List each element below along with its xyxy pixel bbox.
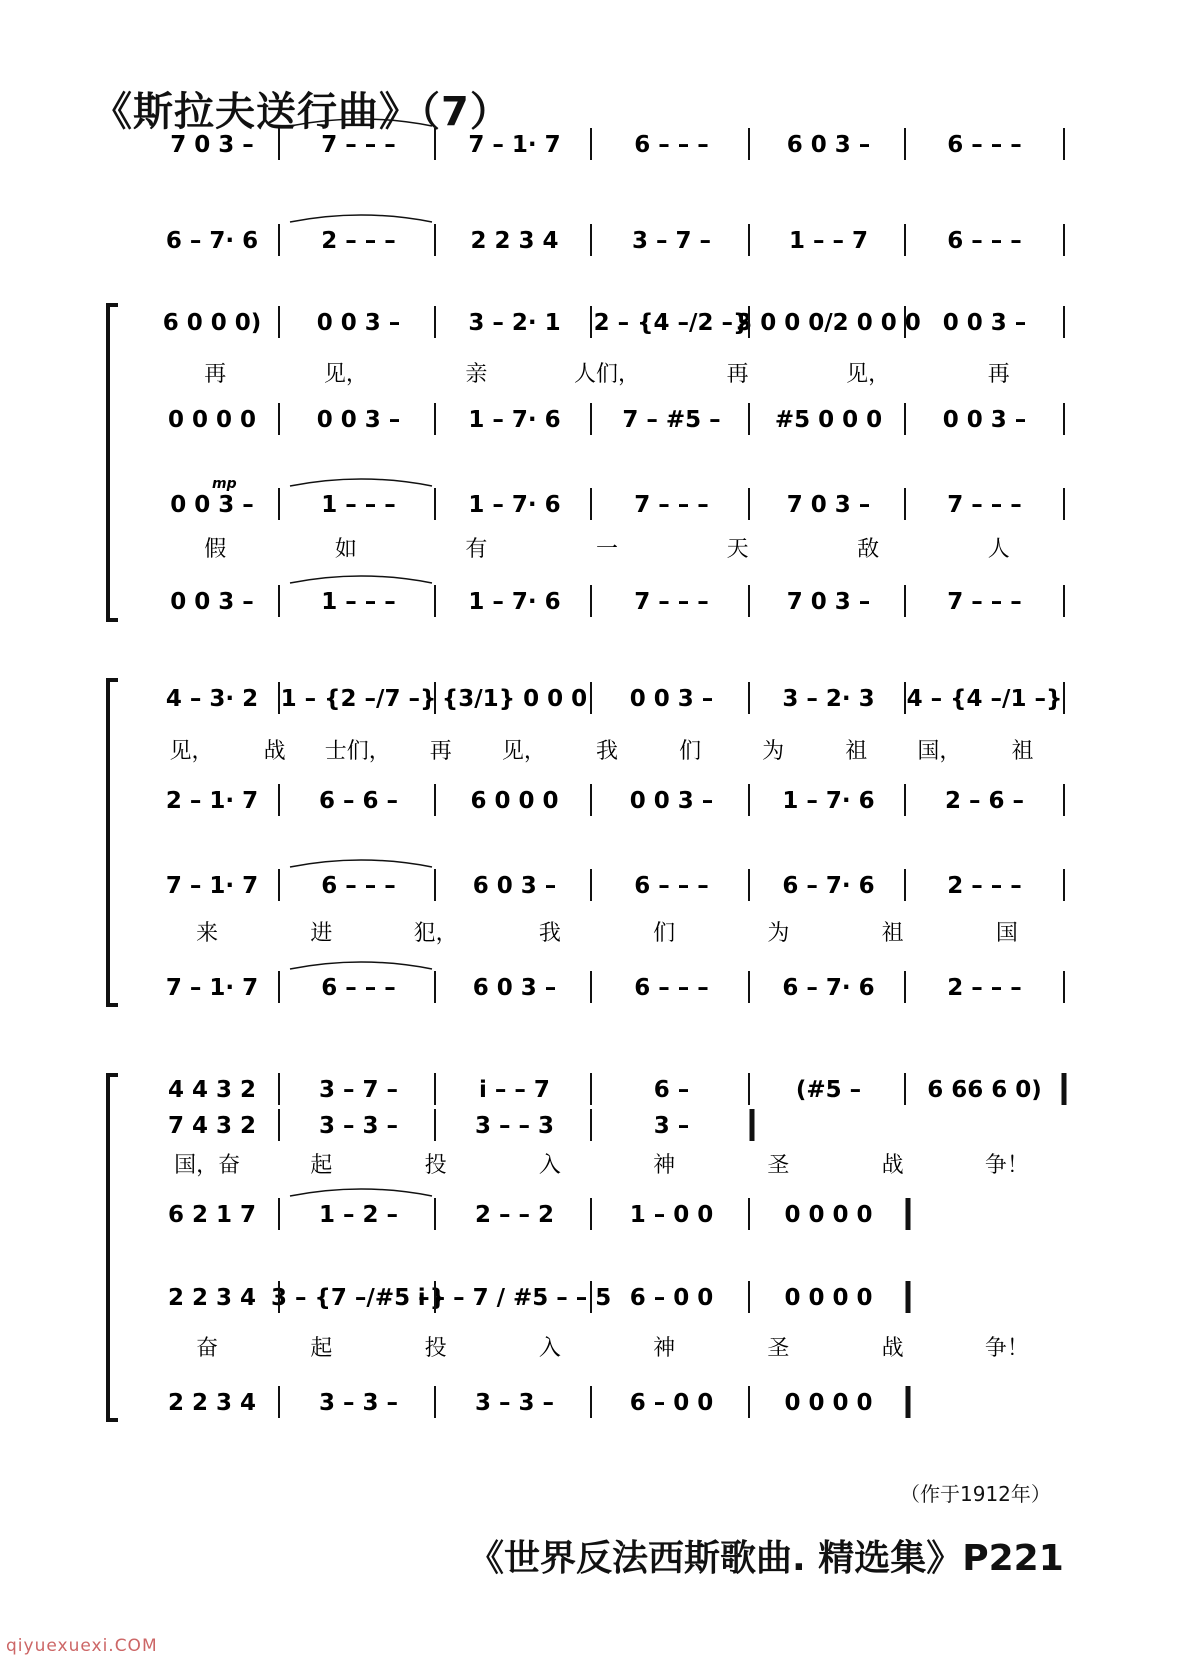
- measure: 2 2 3 4: [167, 1285, 257, 1311]
- measure: 7 0 3 –: [786, 492, 871, 518]
- lyric-word: 战: [881, 1336, 904, 1361]
- measure: 1 – 2 –: [318, 1202, 399, 1228]
- measure: 6 – – –: [634, 132, 709, 158]
- measure: 2 – 1· 7: [165, 788, 259, 814]
- lyric-word: 人们，: [573, 362, 641, 387]
- measure: 1 – 7· 6: [468, 407, 561, 433]
- measure: {3/1} 0 0 0: [441, 686, 588, 712]
- lyric-word: 神: [653, 1153, 676, 1178]
- measure: 3 – – 3: [474, 1113, 555, 1139]
- measure: 3 – {7 –/#5 –}: [271, 1285, 446, 1311]
- measure: 6 –: [653, 1077, 690, 1103]
- page-title: 《斯拉夫送行曲》（7）: [92, 89, 511, 135]
- measure: 6 – 6 –: [318, 788, 399, 814]
- measure: 6 66 6 0): [927, 1077, 1042, 1103]
- lyric-word: 进: [310, 921, 333, 946]
- measure: 2 – – –: [947, 873, 1022, 899]
- dynamics-mark: mp: [212, 476, 237, 492]
- measure: 1 – 0 0: [629, 1202, 714, 1228]
- measure: 7 – 1· 7: [468, 132, 561, 158]
- measure: 6 0 3 –: [786, 132, 871, 158]
- slur: [290, 215, 432, 222]
- lyric-word: 敌: [857, 537, 880, 562]
- lyric-word: 入: [538, 1336, 561, 1361]
- lyric-word: 见，: [501, 739, 546, 764]
- lyric-word: 国: [995, 921, 1018, 946]
- measure: i – – 7 / #5 – – 5: [417, 1285, 612, 1311]
- measure: 6 0 0 0): [162, 310, 262, 336]
- lyric-word: 祖: [845, 739, 868, 764]
- measure: 0 0 0 0: [784, 1285, 873, 1311]
- measure: 0 0 3 –: [170, 492, 254, 518]
- measure: 0 0 3 –: [942, 310, 1027, 336]
- lyric-word: 祖: [1011, 739, 1034, 764]
- measure: 3 – 7 –: [318, 1077, 399, 1103]
- lyric-word: 祖: [881, 921, 904, 946]
- measure: 6 – – –: [321, 975, 396, 1001]
- measure: 6 0 0 0: [470, 788, 559, 814]
- measure: 4 4 3 2: [167, 1077, 257, 1103]
- measure: 1 – – –: [321, 492, 396, 518]
- measure: 6 – – –: [634, 975, 709, 1001]
- measure: 6 0 3 –: [472, 873, 557, 899]
- lyric-word: 起: [310, 1336, 333, 1361]
- measure: 3 – 3 –: [318, 1390, 399, 1416]
- lyric-word: 为: [762, 739, 785, 764]
- measure: #5 0 0 0: [774, 407, 883, 433]
- measure: 6 – 0 0: [629, 1390, 714, 1416]
- measure: 7 – 1· 7: [165, 975, 259, 1001]
- measure: 2 2 3 4: [470, 228, 559, 254]
- measure: 6 – – –: [947, 228, 1022, 254]
- lyric-word: 人: [987, 537, 1010, 562]
- lyric-word: 投: [424, 1153, 447, 1178]
- measure: 1 – – –: [321, 589, 396, 615]
- measure: 3 – 2· 3: [782, 686, 875, 712]
- measure: 0 0 0 0: [784, 1390, 873, 1416]
- lyric-word: 为: [767, 921, 790, 946]
- lyric-word: 再: [987, 362, 1010, 387]
- measure: 0 0 0 0: [784, 1202, 873, 1228]
- lyric-word: 假: [204, 537, 227, 562]
- slur: [290, 962, 432, 969]
- measure: 7 4 3 2: [167, 1113, 257, 1139]
- measure: 2 – – –: [947, 975, 1022, 1001]
- lyric-word: 国，: [917, 739, 962, 764]
- measure: 1 – 7· 6: [468, 492, 561, 518]
- lyric-word: 争！: [984, 1336, 1029, 1361]
- lyric-word: 国，奋: [174, 1153, 241, 1178]
- measure: (#5 –: [795, 1077, 862, 1103]
- lyric-word: 再: [726, 362, 749, 387]
- measure: 2 – – 2: [474, 1202, 555, 1228]
- measure: 2 – – –: [321, 228, 396, 254]
- measure: 7 – – –: [321, 132, 396, 158]
- measure: 7 0 3 –: [170, 132, 254, 158]
- watermark: qiyuexuexi.COM: [6, 1636, 158, 1656]
- slur: [290, 119, 432, 126]
- lyric-word: 战: [263, 739, 286, 764]
- system-bracket: [108, 1075, 118, 1420]
- lyric-word: 圣: [767, 1336, 790, 1361]
- measure: 0 0 3 –: [629, 788, 714, 814]
- lyric-word: 入: [538, 1153, 561, 1178]
- lyric-word: 我: [538, 921, 561, 946]
- lyric-word: 有: [465, 537, 488, 562]
- lyric-word: 一: [595, 537, 619, 562]
- lyric-word: 见，: [846, 362, 891, 387]
- measure: 3 –: [653, 1113, 690, 1139]
- measure: 6 – – –: [947, 132, 1022, 158]
- lyric-word: 天: [726, 537, 749, 562]
- measure: 6 – 7· 6: [165, 228, 259, 254]
- lyric-word: 圣: [767, 1153, 790, 1178]
- lyric-word: 起: [310, 1153, 333, 1178]
- measure: 6 – – –: [321, 873, 396, 899]
- measure: 4 – 3· 2: [165, 686, 259, 712]
- measure: 7 – – –: [947, 589, 1022, 615]
- measure: 6 – – –: [634, 873, 709, 899]
- measure: 3 0 0 0/2 0 0 0: [736, 310, 921, 336]
- lyric-word: 我: [595, 739, 619, 764]
- measure: 7 – 1· 7: [165, 873, 259, 899]
- measure: 3 – 3 –: [318, 1113, 399, 1139]
- measure: 2 2 3 4: [167, 1390, 257, 1416]
- measure: 0 0 3 –: [629, 686, 714, 712]
- lyric-word: 们: [679, 739, 702, 764]
- measure: 2 – 6 –: [944, 788, 1025, 814]
- measure: 4 – {4 –/1 –}: [906, 686, 1063, 712]
- lyric-word: 战: [881, 1153, 904, 1178]
- measure: 6 – 7· 6: [782, 873, 875, 899]
- measure: 6 0 3 –: [472, 975, 557, 1001]
- lyric-word: 再: [429, 739, 452, 764]
- lyric-word: 犯，: [413, 921, 458, 946]
- measure: 1 – {2 –/7 –}: [280, 686, 437, 712]
- lyric-word: 士们，: [324, 739, 391, 764]
- source-reference: 《世界反法西斯歌曲. 精选集》P221: [468, 1538, 1064, 1579]
- measure: 2 – {4 –/2 –}: [593, 310, 750, 336]
- measure: 0 0 3 –: [316, 407, 401, 433]
- measure: 6 2 1 7: [167, 1202, 257, 1228]
- measure: 1 – 7· 6: [782, 788, 875, 814]
- measure: 3 – 7 –: [631, 228, 712, 254]
- measure: 3 – 3 –: [474, 1390, 555, 1416]
- measure: 1 – – 7: [788, 228, 869, 254]
- lyric-word: 争！: [984, 1153, 1029, 1178]
- measure: 7 – – –: [634, 589, 709, 615]
- measure: 7 – #5 –: [622, 407, 721, 433]
- measure: 6 – 7· 6: [782, 975, 875, 1001]
- measure: 7 – – –: [634, 492, 709, 518]
- measure: 1 – 7· 6: [468, 589, 561, 615]
- lyric-word: 神: [653, 1336, 676, 1361]
- measure: i – – 7: [479, 1077, 550, 1103]
- lyric-word: 如: [334, 537, 357, 562]
- composed-date-note: （作于1912年）: [900, 1482, 1051, 1506]
- lyric-word: 投: [424, 1336, 447, 1361]
- lyric-word: 亲: [465, 362, 488, 387]
- slur: [290, 1189, 432, 1196]
- lyric-word: 见，: [323, 362, 368, 387]
- lyric-word: 奋: [196, 1336, 219, 1361]
- slur: [290, 860, 432, 867]
- system-bracket: [108, 680, 118, 1005]
- slur: [290, 576, 432, 583]
- measure: 6 – 0 0: [629, 1285, 714, 1311]
- measure: 7 0 3 –: [786, 589, 871, 615]
- measure: 7 – – –: [947, 492, 1022, 518]
- measure: 0 0 3 –: [316, 310, 401, 336]
- system-bracket: [108, 305, 118, 620]
- measure: 0 0 3 –: [942, 407, 1027, 433]
- lyric-word: 来: [196, 921, 219, 946]
- slur: [290, 479, 432, 486]
- measure: 0 0 3 –: [170, 589, 254, 615]
- measure: 3 – 2· 1: [468, 310, 561, 336]
- measure: 0 0 0 0: [167, 407, 257, 433]
- lyric-word: 见，: [169, 739, 214, 764]
- lyric-word: 们: [653, 921, 676, 946]
- lyric-word: 再: [204, 362, 227, 387]
